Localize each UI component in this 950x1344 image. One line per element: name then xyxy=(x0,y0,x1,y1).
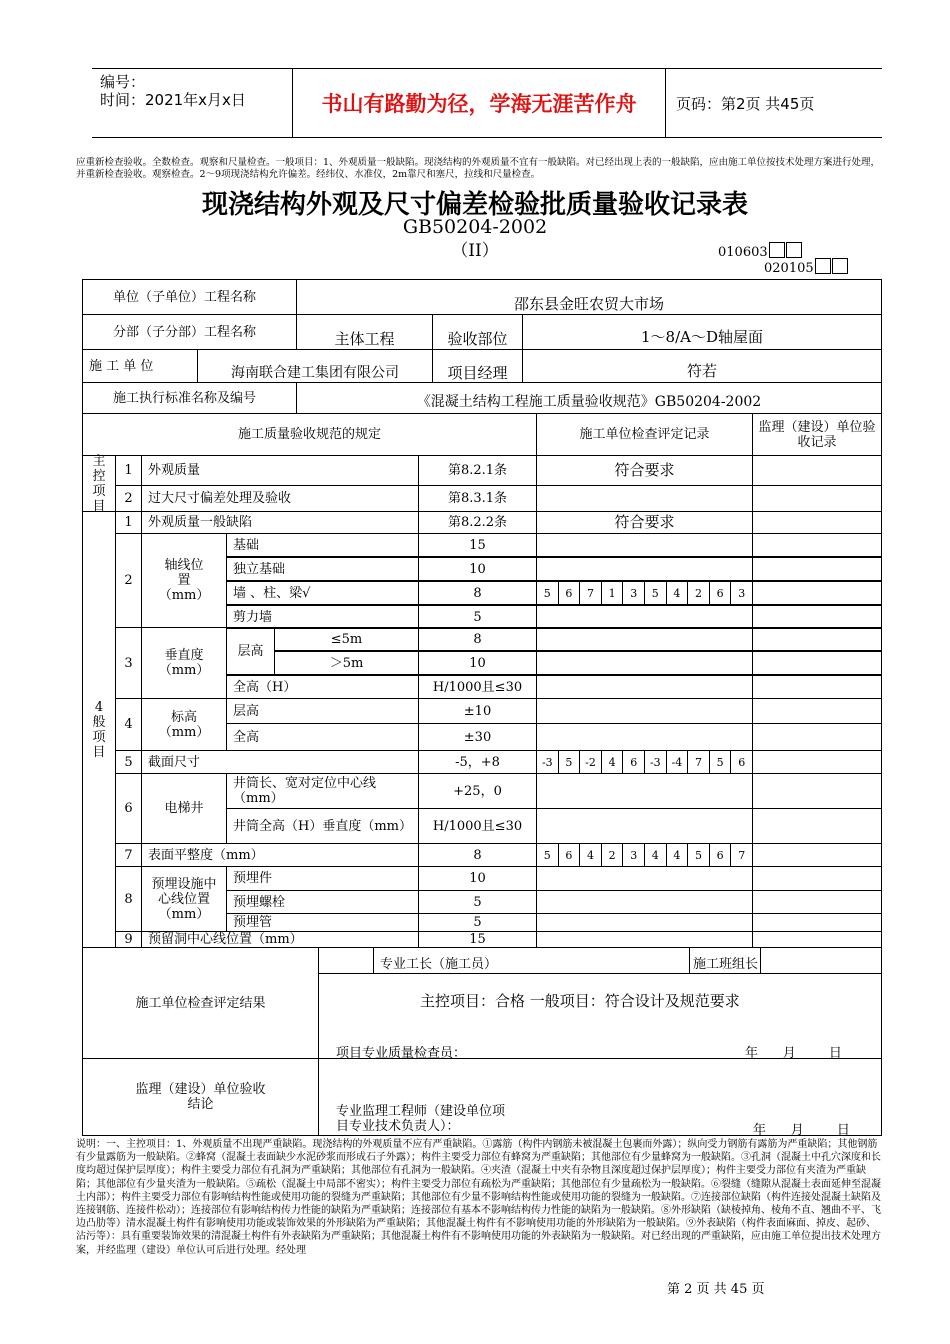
check-cell xyxy=(536,890,753,914)
pm-label: 项目经理 xyxy=(432,349,523,383)
sub-value: 5 xyxy=(418,890,537,914)
row-no: 2 xyxy=(115,533,142,628)
standard-code: GB50204-2002 xyxy=(402,216,548,238)
code-box xyxy=(832,258,848,274)
std-value: 《混凝土结构工程施工质量验收规范》GB50204-2002 xyxy=(296,382,882,414)
supervise-cell xyxy=(752,581,882,605)
sub-name: 层高 xyxy=(226,627,275,675)
sub-value: ±30 xyxy=(418,723,537,751)
supervise-cell xyxy=(752,913,882,932)
sub-value: +25，0 xyxy=(418,773,537,809)
page-footer: 第 2 页 共 45 页 xyxy=(667,1282,765,1297)
measure-cell: 4 xyxy=(579,843,602,867)
row-no: 7 xyxy=(115,843,142,867)
sub-name: 全高 xyxy=(226,723,419,751)
measure-cell: 7 xyxy=(579,581,602,605)
sub-name: 预埋螺栓 xyxy=(226,890,419,914)
code-2-text: 020105 xyxy=(764,261,814,276)
code-box xyxy=(769,242,785,258)
row-no: 1 xyxy=(115,511,142,534)
measure-cell: 4 xyxy=(644,843,667,867)
page-label: 页码：第2页 共45页 xyxy=(676,94,815,113)
unit-value: 邵东县金旺农贸大市场 xyxy=(296,279,882,315)
sub-value: 8 xyxy=(418,627,537,651)
motto: 书山有路勤为径，学海无涯苦作舟 xyxy=(293,69,666,137)
row-result: 符合要求 xyxy=(536,511,753,534)
measure-cell: 7 xyxy=(730,843,753,867)
check-cell xyxy=(536,808,753,844)
check-cell xyxy=(536,557,753,581)
row-name: 表面平整度（mm） xyxy=(141,843,419,867)
sub-value: 主体工程 xyxy=(296,314,433,350)
main-item-result: 符合要求 xyxy=(536,455,753,486)
row-no: 3 xyxy=(115,627,142,699)
row-name: 预埋设施中心线位置（mm） xyxy=(141,866,227,932)
row-value: 8 xyxy=(418,843,537,867)
measure-cell: 2 xyxy=(687,581,710,605)
supervise-header: 监理（建设）单位验收记录 xyxy=(752,413,882,456)
measure-cell: -4 xyxy=(666,750,689,774)
measure-cell: 1 xyxy=(601,581,624,605)
header-band xyxy=(92,68,882,138)
sup-label: 监理（建设）单位验收结论 xyxy=(82,1058,319,1136)
sub-name: 基础 xyxy=(226,533,419,557)
row-name: 电梯井 xyxy=(141,773,227,844)
measure-cell: 7 xyxy=(687,750,710,774)
main-item-name: 外观质量 xyxy=(141,455,419,486)
sub-name: 层高 xyxy=(226,698,419,724)
sub-value: 10 xyxy=(418,651,537,675)
supervise-cell xyxy=(752,651,882,675)
supervise-cell xyxy=(752,890,882,914)
supervise-cell xyxy=(752,931,882,948)
sub-name: ＞5m xyxy=(274,651,419,675)
check-cell xyxy=(536,675,753,699)
measure-cell: 3 xyxy=(622,843,645,867)
measure-cell: 6 xyxy=(709,843,732,867)
check-cell xyxy=(536,533,753,557)
sub-value: ±10 xyxy=(418,698,537,724)
row-value: 15 xyxy=(418,931,537,948)
inspector-date: 年 月 日 xyxy=(745,1046,842,1061)
measure-cell: 5 xyxy=(687,843,710,867)
header-left xyxy=(92,69,293,137)
eval-text: 主控项目：合格 一般项目：符合设计及规范要求 xyxy=(420,992,740,1010)
main-item-no: 1 xyxy=(115,455,142,486)
unit-label: 单位（子单位）工程名称 xyxy=(82,279,297,315)
sub-name: 预埋管 xyxy=(226,913,419,932)
measure-cell: 6 xyxy=(558,843,581,867)
constructor-value: 海南联合建工集团有限公司 xyxy=(197,349,433,383)
supervise-cell xyxy=(752,723,882,751)
main-control-label: 主控项目 xyxy=(82,455,116,512)
code-2 xyxy=(764,258,848,276)
inspector-label: 项目专业质量检查员： xyxy=(336,1046,467,1061)
measure-cell: 3 xyxy=(622,581,645,605)
row-value: -5，+8 xyxy=(418,750,537,774)
supervise-cell xyxy=(752,533,882,557)
supervise-cell xyxy=(752,773,882,809)
sub-name: 全高（H） xyxy=(226,675,419,699)
supervise-cell xyxy=(752,485,882,512)
sub-name: 独立基础 xyxy=(226,557,419,581)
number-label: 编号： xyxy=(100,73,146,91)
check-cell xyxy=(536,723,753,751)
sub-value: 8 xyxy=(418,581,537,605)
check-cell xyxy=(536,913,753,932)
sub-value: 15 xyxy=(418,533,537,557)
measure-cell: -2 xyxy=(579,750,602,774)
supervise-cell xyxy=(752,866,882,891)
footnote: 说明：一、主控项目：1、外观质量不出现严重缺陷。现浇结构的外观质量不应有严重缺陷。①露筋（构件内钢筋未被混凝土包裹而外露）；纵向受力钢筋有露筋为严重缺陷；其他钢筋有少量露筋为一般缺陷。②蜂窝（混凝土表面缺少水泥砂浆而形成石子外露）；构件主要受力部位有蜂窝为严重缺陷；其他部位有少量蜂窝为一般缺陷。③孔洞（混凝土中孔穴深度和长度均超过保护层厚度）；构件主要受力部位有孔洞为严重缺陷；其他部位有孔洞为一般缺陷。④夹渣（混凝土中夹有杂物且深度超过保护层厚度）；构件主要受力部位有夹渣为严重缺陷；其他部位有少量夹渣为一般缺陷。⑤疏松（混凝土中局部不密实）；构件主要受力部位有疏松为严重缺陷；其他部位有少量疏松为一般缺陷。⑥裂缝（缝隙从混凝土表面延伸至混凝土内部）；构件主要受力部位有影响结构性能或使用功能的裂缝为严重缺陷；其他部位有少量不影响结构性能或使用功能的裂缝为一般缺陷。⑦连接部位缺陷（构件连接处混凝土缺陷及连接钢筋、连接件松动）；连接部位有影响结构传力性能的缺陷为严重缺陷；连接部位有基本不影响结构传力性能的缺陷为一般缺陷。⑧外形缺陷（缺棱掉角、棱角不直、翘曲不平、飞边凸肋等）清水混凝土构件有影响使用功能或装饰效果的外形缺陷为严重缺陷；其他混凝土构件有不影响使用功能的外形缺陷为一般缺陷。⑨外表缺陷（构件表面麻面、掉皮、起砂、沾污等）：具有重要装饰效果的清混凝土构件有外表缺陷为严重缺陷；其他混凝土构件有不影响使用功能的外表缺陷为一般缺陷。对已经出现的严重缺陷，应由施工单位提出技术处理方案，并经监理（建设）单位认可后进行处理。经处理 xyxy=(76,1139,881,1256)
check-cell xyxy=(536,651,753,675)
row-name: 轴线位置（mm） xyxy=(141,533,227,628)
check-header: 施工单位检查评定记录 xyxy=(536,413,753,456)
code-box xyxy=(815,258,831,274)
measure-cell: 5 xyxy=(558,750,581,774)
accept-part-value: 1～8/A～D轴屋面 xyxy=(522,314,882,350)
team-leader-label: 施工班组长 xyxy=(693,957,759,972)
check-cell xyxy=(536,866,753,891)
std-label: 施工执行标准名称及编号 xyxy=(82,382,297,414)
row-name: 标高（mm） xyxy=(141,698,227,751)
main-item-no: 2 xyxy=(115,485,142,512)
measure-cell: 6 xyxy=(730,750,753,774)
measure-cell: 3 xyxy=(730,581,753,605)
sub-name: 井筒全高（H）垂直度（mm） xyxy=(226,808,419,844)
sup-date: 年 月 日 xyxy=(753,1123,850,1138)
row-name: 截面尺寸 xyxy=(141,750,419,774)
measure-cell: 5 xyxy=(644,581,667,605)
measure-cell: 5 xyxy=(536,581,559,605)
sub-value: 5 xyxy=(418,605,537,629)
sup-engineer-label: 专业监理工程师（建设单位项目专业技术负责人）： xyxy=(336,1104,506,1134)
measure-cell: 5 xyxy=(536,843,559,867)
supervise-cell xyxy=(752,808,882,844)
foreman-label: 专业工长（施工员） xyxy=(380,957,498,972)
sub-name: 井筒长、宽对定位中心线（mm） xyxy=(226,773,419,809)
sub-name: 剪力墙 xyxy=(226,605,419,629)
sub-value: 5 xyxy=(418,913,537,932)
sub-label: 分部（子分部）工程名称 xyxy=(82,314,297,350)
page-title: 现浇结构外观及尺寸偏差检验批质量验收记录表 xyxy=(201,190,748,220)
sub-name: 预埋件 xyxy=(226,866,419,891)
sub-value: H/1000且≤30 xyxy=(418,675,537,699)
row-clause: 第8.2.2条 xyxy=(418,511,537,534)
general-label: 4 般 项 目 xyxy=(82,511,116,948)
supervise-cell xyxy=(752,511,882,534)
measure-cell: 4 xyxy=(601,750,624,774)
measure-cell: 6 xyxy=(558,581,581,605)
row-name: 外观质量一般缺陷 xyxy=(141,511,419,534)
measure-cell: 4 xyxy=(666,581,689,605)
row-name: 预留洞中心线位置（mm） xyxy=(141,931,419,948)
team-divider xyxy=(760,947,761,973)
main-item-result xyxy=(536,485,753,512)
pm-value: 符若 xyxy=(522,349,882,383)
supervise-cell xyxy=(752,605,882,629)
supervise-cell xyxy=(752,675,882,699)
measure-cell: 5 xyxy=(709,750,732,774)
supervise-cell xyxy=(752,557,882,581)
supervise-cell xyxy=(752,627,882,651)
measure-cell: 2 xyxy=(601,843,624,867)
spec-header: 施工质量验收规范的规定 xyxy=(82,413,537,456)
measure-cell: 4 xyxy=(666,843,689,867)
main-item-name: 过大尺寸偏差处理及验收 xyxy=(141,485,419,512)
eval-label: 施工单位检查评定结果 xyxy=(82,947,319,1059)
time-label: 时间：2021年x月x日 xyxy=(100,91,246,109)
row-no: 9 xyxy=(115,931,142,948)
row-no: 4 xyxy=(115,698,142,751)
check-cell xyxy=(536,605,753,629)
accept-part-label: 验收部位 xyxy=(432,314,523,350)
top-note: 应重新检查验收。全数检查。观察和尺量检查。一般项目：1、外观质量一般缺陷。现浇结构的外观质量不宜有一般缺陷。对已经出现上表的一般缺陷，应由施工单位按技术处理方案进行处理，并重新检查验收。观察检查。2～9项现浇结构允许偏差。经纬仪、水准仪，2m靠尺和塞尺，拉线和尺量检查。 xyxy=(76,157,881,180)
code-box xyxy=(786,242,802,258)
main-item-clause: 第8.2.1条 xyxy=(418,455,537,486)
measure-cell: 6 xyxy=(622,750,645,774)
main-item-clause: 第8.3.1条 xyxy=(418,485,537,512)
row-name: 垂直度（mm） xyxy=(141,627,227,699)
measure-cell: -3 xyxy=(536,750,559,774)
sub-value: 10 xyxy=(418,866,537,891)
measure-cell: 6 xyxy=(709,581,732,605)
measure-cell: -3 xyxy=(644,750,667,774)
row-no: 6 xyxy=(115,773,142,844)
check-cell xyxy=(536,627,753,651)
supervise-cell xyxy=(752,843,882,867)
supervise-cell xyxy=(752,750,882,774)
check-cell xyxy=(536,931,753,948)
sub-value: H/1000且≤30 xyxy=(418,808,537,844)
roman-numeral: （II） xyxy=(451,241,499,261)
check-cell xyxy=(536,773,753,809)
constructor-label: 施 工 单 位 xyxy=(82,349,198,383)
check-cell xyxy=(536,698,753,724)
row-no: 5 xyxy=(115,750,142,774)
row-no: 8 xyxy=(115,866,142,932)
sub-name: ≤5m xyxy=(274,627,419,651)
sub-name: 墙 、柱、梁√ xyxy=(226,581,419,605)
code-1-text: 010603 xyxy=(718,245,768,260)
sub-value: 10 xyxy=(418,557,537,581)
supervise-cell xyxy=(752,698,882,724)
supervise-cell xyxy=(752,455,882,486)
